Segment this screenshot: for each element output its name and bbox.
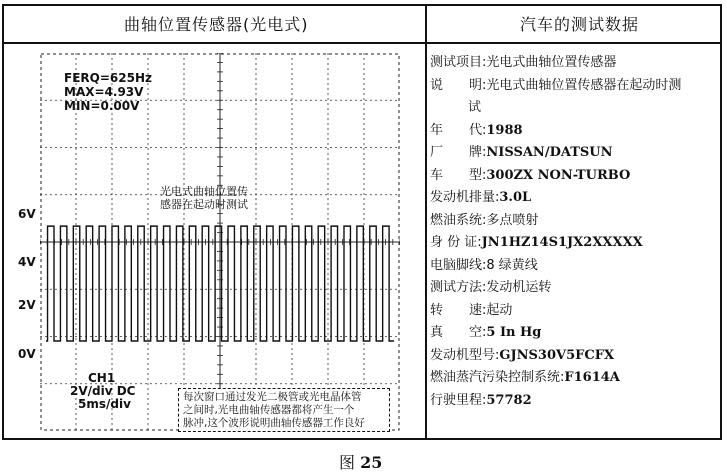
right-panel-title: 汽车的测试数据 [520,15,640,34]
figure-caption [339,450,382,473]
explanation-note [178,388,390,432]
row-test-item: 测试项目:光电式曲轴位置传感器 [430,55,617,70]
row-ecu-pin: 电脑脚线:8 绿黄线 [430,257,538,273]
note-line-1: 每次窗口通过发光二极管或光电晶体管 [183,391,362,403]
row-description-cont: 试 [468,100,482,115]
row-model: 车 型:300ZX NON-TURBO [430,167,631,183]
row-description: 说 明:光电式曲轴位置传感器在起动时测 [430,77,682,93]
row-displacement: 发动机排量:3.0L [430,190,532,205]
note-line-2: 之间时,光电曲轴传感器都将产生一个 [183,404,355,416]
left-panel-title: 曲轴位置传感器(光电式) [124,15,309,34]
channel-label: CH1 [88,371,116,385]
row-vin: 身 份 证:JN1HZ14S1JX2XXXXX [430,235,643,250]
overlay-line-1: 光电式曲轴位置传 [160,185,248,198]
volts-per-div: 2V/div DC [70,384,136,398]
y-label-6v: 6V [18,207,36,221]
row-make: 厂 牌:NISSAN/DATSUN [430,145,613,160]
row-rpm: 转 速:起动 [430,302,513,318]
freq-readout: FERQ=625Hz [64,71,152,85]
y-label-2v: 2V [18,298,36,312]
row-fuel-system: 燃油系统:多点喷射 [430,212,539,228]
time-per-div: 5ms/div [78,397,131,411]
row-vacuum: 真 空:5 In Hg [430,325,542,340]
min-readout: MIN=0.00V [64,99,140,113]
column-divider [425,6,427,438]
row-evap-system: 燃油蒸汽污染控制系统:F1614A [430,370,620,385]
row-engine-model: 发动机型号:GJNS30V5FCFX [430,347,615,363]
test-data-list [430,52,716,412]
caption-prefix: 图 [339,453,356,472]
y-label-0v: 0V [18,347,36,361]
row-mileage: 行驶里程:57782 [430,392,532,408]
row-year: 年 代:1988 [430,122,523,138]
header-divider [4,42,720,44]
max-readout: MAX=4.93V [64,85,144,99]
y-label-4v: 4V [18,255,36,269]
caption-number: 25 [360,453,383,472]
overlay-line-2: 感器在起动时测试 [160,198,248,211]
row-test-method: 测试方法:发动机运转 [430,280,552,295]
note-line-3: 脉冲,这个波形说明曲轴传感器工作良好 [183,417,365,429]
